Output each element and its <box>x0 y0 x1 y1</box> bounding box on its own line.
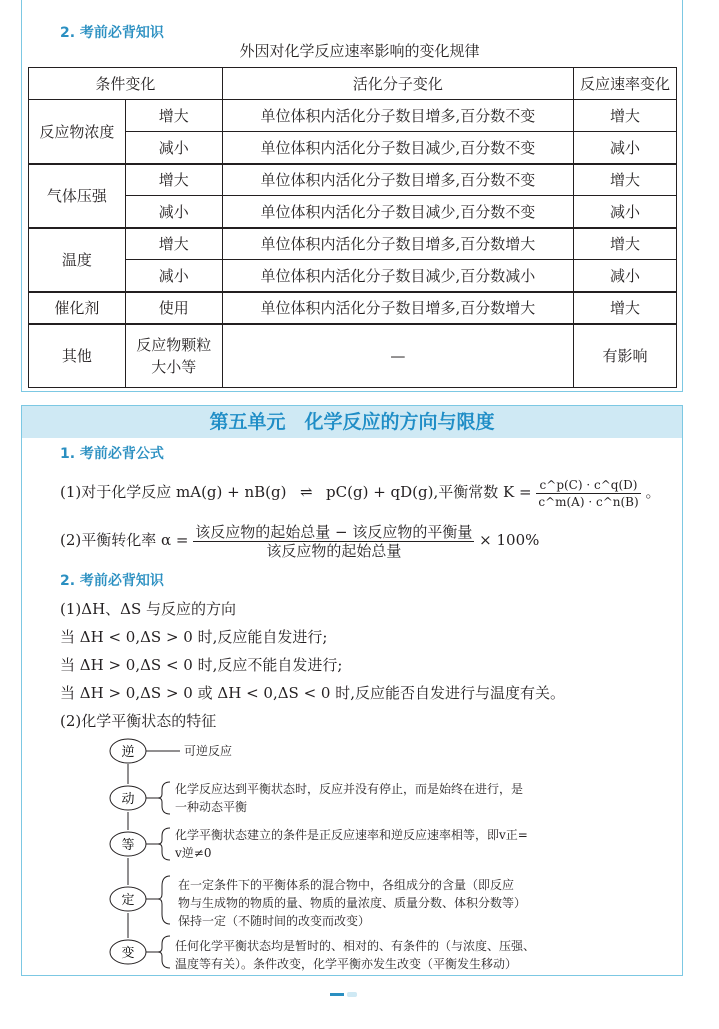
table-row <box>29 132 677 164</box>
feature-char-change: 变 <box>121 946 135 961</box>
k-fraction <box>536 477 640 510</box>
rate-cell: 增大 <box>574 164 677 196</box>
table-row <box>29 196 677 228</box>
table-row <box>29 164 677 196</box>
k-numerator: c^p(C) · c^q(D) <box>536 477 640 494</box>
desc-line: 可逆反应 <box>184 744 233 758</box>
desc-line: 任何化学平衡状态均是暂时的、相对的、有条件的（与浓度、压强、 <box>175 939 536 953</box>
formula2-prefix: (2)平衡转化率 α = <box>60 531 189 549</box>
knowledge-line-4: 当 ΔH > 0,ΔS > 0 或 ΔH < 0,ΔS < 0 时,反应能否自发进行与温度有关。 <box>60 684 566 702</box>
formula1-end: 。 <box>645 483 661 501</box>
formula-equilibrium-constant <box>60 472 660 512</box>
cond-cell: 增大 <box>125 228 222 260</box>
brace-icon <box>158 782 170 814</box>
rate-cell: 增大 <box>574 100 677 132</box>
cond-cell: 减小 <box>125 260 222 292</box>
knowledge-line-1: (1)ΔH、ΔS 与反应的方向 <box>60 600 237 618</box>
alpha-fraction <box>193 523 474 560</box>
k-denominator: c^m(A) · c^n(B) <box>538 494 639 509</box>
page-footer-dot <box>347 992 357 997</box>
brace-icon <box>158 876 170 924</box>
page-footer-mark <box>330 993 344 996</box>
section-heading-formula: 1. 考前必背公式 <box>60 446 164 462</box>
cond-cell: 减小 <box>125 132 222 164</box>
rate-cell: 增大 <box>574 228 677 260</box>
desc-line: v逆≠0 <box>175 846 212 860</box>
feature-char-dynamic: 动 <box>121 792 135 807</box>
cond-cell: 反应物颗粒大小等 <box>125 324 222 388</box>
knowledge-line-2: 当 ΔH < 0,ΔS > 0 时,反应能自发进行; <box>60 628 328 646</box>
change-cell: 单位体积内活化分子数目减少,百分数不变 <box>222 132 573 164</box>
cond-cell: 增大 <box>125 164 222 196</box>
brace-icon <box>158 828 170 860</box>
formula1-mid: pC(g) + qD(g),平衡常数 K = <box>326 483 532 501</box>
formula2-suffix: × 100% <box>479 531 540 549</box>
feature-char-reversible: 逆 <box>121 745 135 760</box>
table-row <box>29 100 677 132</box>
rate-cell: 增大 <box>574 292 677 324</box>
desc-line: 化学反应达到平衡状态时，反应并没有停止，而是始终在进行，是 <box>175 782 524 796</box>
formula-conversion-rate <box>60 520 539 560</box>
rate-cell: 减小 <box>574 196 677 228</box>
desc-line: 温度等有关）。条件改变，化学平衡亦发生改变（平衡发生移动） <box>175 957 518 971</box>
desc-line: 化学平衡状态建立的条件是正反应速率和逆反应速率相等，即v正= <box>175 828 528 842</box>
section-heading-knowledge-2: 2. 考前必背知识 <box>60 573 164 589</box>
change-cell: — <box>222 324 573 388</box>
rate-cell: 减小 <box>574 132 677 164</box>
feature-char-fixed: 定 <box>121 893 135 908</box>
change-cell: 单位体积内活化分子数目增多,百分数不变 <box>222 164 573 196</box>
feature-desc-reversible <box>184 742 232 760</box>
table-row <box>29 228 677 260</box>
rate-cell: 有影响 <box>574 324 677 388</box>
group-cell: 反应物浓度 <box>29 100 126 164</box>
reversible-arrow-icon: ⇌ <box>299 483 313 501</box>
feature-desc-dynamic <box>175 780 523 816</box>
section-heading-knowledge: 2. 考前必背知识 <box>60 25 164 41</box>
rate-factors-table <box>28 67 677 388</box>
change-cell: 单位体积内活化分子数目增多,百分数增大 <box>222 228 573 260</box>
change-cell: 单位体积内活化分子数目减少,百分数减小 <box>222 260 573 292</box>
header-activation: 活化分子变化 <box>222 68 573 100</box>
feature-desc-fixed <box>178 876 526 930</box>
header-condition: 条件变化 <box>29 68 223 100</box>
desc-line: 一种动态平衡 <box>175 800 248 814</box>
knowledge-line-3: 当 ΔH > 0,ΔS < 0 时,反应不能自发进行; <box>60 656 343 674</box>
change-cell: 单位体积内活化分子数目增多,百分数增大 <box>222 292 573 324</box>
table-row <box>29 324 677 388</box>
cond-cell: 使用 <box>125 292 222 324</box>
unit-title-bar: 第五单元 化学反应的方向与限度 <box>22 406 682 438</box>
alpha-denominator: 该反应物的起始总量 <box>266 541 402 560</box>
feature-desc-change <box>175 937 535 973</box>
group-cell: 其他 <box>29 324 126 388</box>
table-row <box>29 292 677 324</box>
table-title: 外因对化学反应速率影响的变化规律 <box>239 42 480 60</box>
rate-cell: 减小 <box>574 260 677 292</box>
cond-cell: 减小 <box>125 196 222 228</box>
table-header-row <box>29 68 677 100</box>
formula1-prefix: (1)对于化学反应 mA(g) + nB(g) <box>60 483 287 501</box>
brace-icon <box>158 936 170 968</box>
feature-char-equal: 等 <box>121 838 135 853</box>
feature-desc-equal <box>175 826 528 862</box>
group-cell: 催化剂 <box>29 292 126 324</box>
group-cell: 气体压强 <box>29 164 126 228</box>
change-cell: 单位体积内活化分子数目减少,百分数不变 <box>222 196 573 228</box>
cond-cell: 增大 <box>125 100 222 132</box>
change-cell: 单位体积内活化分子数目增多,百分数不变 <box>222 100 573 132</box>
alpha-numerator: 该反应物的起始总量 − 该反应物的平衡量 <box>195 522 473 541</box>
knowledge-line-5: (2)化学平衡状态的特征 <box>60 712 217 730</box>
desc-line: 物与生成物的物质的量、物质的量浓度、质量分数、体积分数等） <box>178 896 527 910</box>
header-rate: 反应速率变化 <box>574 68 677 100</box>
group-cell: 温度 <box>29 228 126 292</box>
desc-line: 在一定条件下的平衡体系的混合物中，各组成分的含量（即反应 <box>178 878 515 892</box>
table-row <box>29 260 677 292</box>
desc-line: 保持一定（不随时间的改变而改变） <box>178 914 371 928</box>
